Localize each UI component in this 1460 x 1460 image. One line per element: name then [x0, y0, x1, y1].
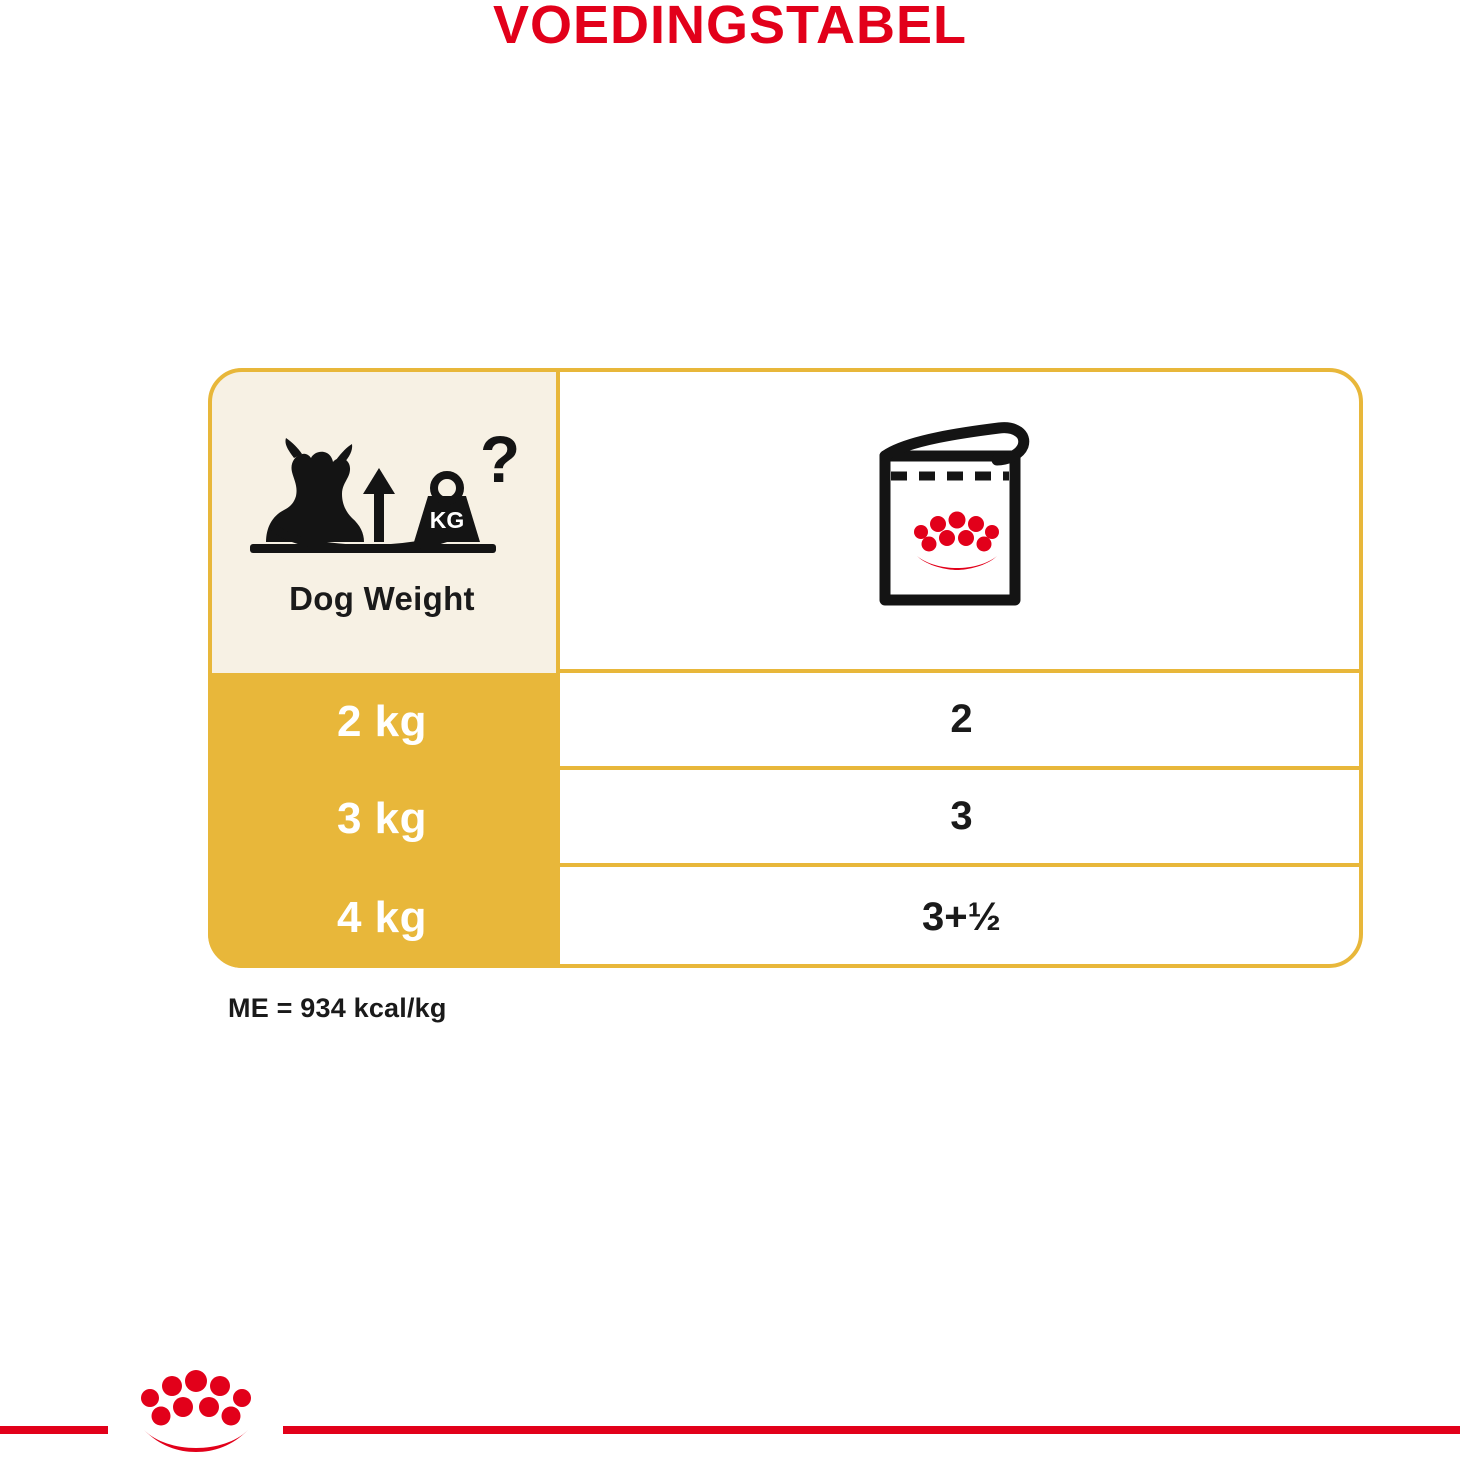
page-title: VOEDINGSTABEL: [492, 0, 968, 55]
svg-text:?: ?: [479, 423, 521, 496]
feeding-table: [208, 368, 1363, 968]
table-cell-amount: [556, 673, 1363, 770]
table-header-weight-label: Dog Weight: [289, 579, 475, 617]
weight-value: 4 kg: [336, 892, 428, 942]
svg-text:KG: KG: [429, 506, 465, 533]
table-header-weight-column: [208, 368, 556, 673]
table-row: [208, 673, 556, 770]
amount-value: 3+½: [922, 895, 1001, 939]
table-row: [208, 770, 556, 867]
table-cell-amount: [556, 770, 1363, 867]
weight-value: 3 kg: [336, 793, 428, 843]
table-header-product-column: [556, 368, 1363, 673]
amount-value: 3: [950, 794, 973, 838]
energy-footnote: ME = 934 kcal/kg: [228, 993, 447, 1023]
table-row: [208, 867, 556, 968]
pouch-icon: [847, 404, 1077, 634]
amount-value: 2: [950, 697, 973, 741]
dog-on-scale-icon: [232, 424, 532, 574]
weight-value: 2 kg: [336, 696, 428, 746]
table-cell-amount: [556, 867, 1363, 968]
royal-canin-crown-logo: [108, 1350, 283, 1460]
